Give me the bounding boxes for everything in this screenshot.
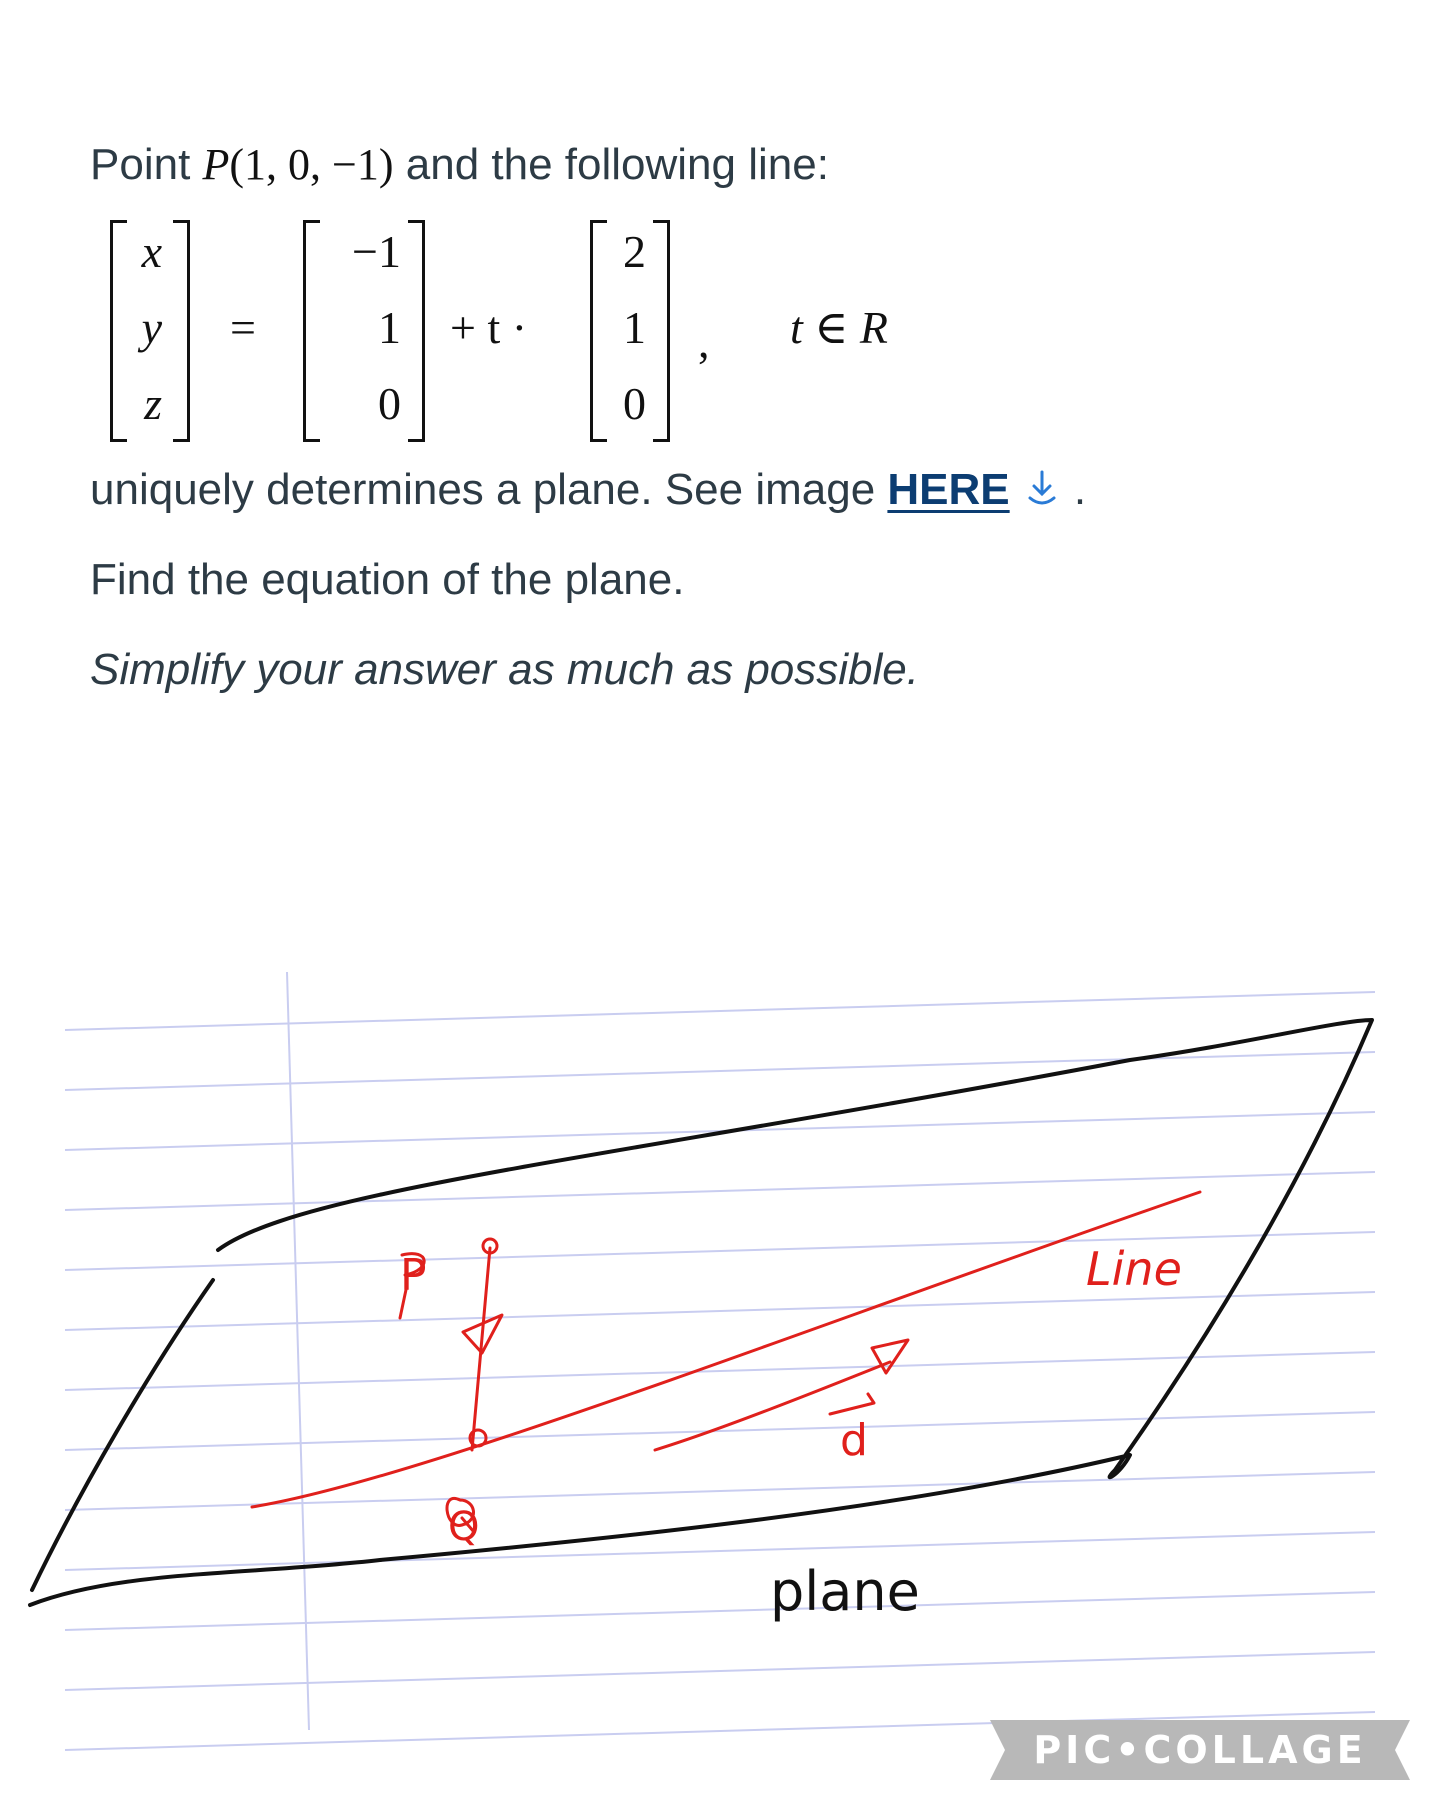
label-q: Q [448, 1504, 480, 1550]
bracket-right [653, 220, 670, 442]
lhs-y: y [141, 302, 162, 353]
position-vector [303, 220, 425, 440]
intro-suffix: and the following line: [393, 140, 829, 189]
position-x: −1 [352, 226, 401, 277]
intro-line [90, 130, 1370, 200]
determines-paragraph [90, 465, 1370, 515]
red-line [252, 1192, 1200, 1507]
lhs-vector [110, 220, 190, 440]
simplify-instruction: Simplify your answer as much as possible. [90, 645, 919, 694]
equals-sign: = [230, 302, 256, 353]
line-equation [90, 220, 1370, 465]
bracket-right [173, 220, 190, 442]
watermark-text: PIC•COLLAGE [1033, 1728, 1367, 1772]
plane-sketch [0, 950, 1439, 1799]
period: . [1061, 465, 1087, 514]
here-link[interactable]: HERE [887, 465, 1010, 514]
bracket-right [408, 220, 425, 442]
comma: , [698, 316, 710, 367]
direction-z: 0 [623, 378, 646, 429]
download-icon[interactable] [1022, 468, 1062, 508]
bracket-left [590, 220, 607, 442]
point-expression [203, 140, 394, 189]
problem-statement [90, 130, 1370, 695]
intro-prefix: Point [90, 140, 203, 189]
d-vector-bar [830, 1394, 874, 1414]
pq-segment [472, 1248, 490, 1450]
plus-t-dot: + t · [450, 302, 528, 353]
bracket-left [303, 220, 320, 442]
point-coords: (1, 0, −1) [229, 140, 394, 189]
direction-x: 2 [623, 226, 646, 277]
position-y: 1 [378, 302, 401, 353]
direction-y: 1 [623, 302, 646, 353]
label-p: P [400, 1250, 427, 1301]
label-d: d [840, 1415, 868, 1466]
label-plane: plane [770, 1560, 920, 1623]
determines-text: uniquely determines a plane. See image [90, 465, 888, 514]
point-name: P [202, 140, 230, 189]
direction-vector [590, 220, 670, 440]
find-instruction: Find the equation of the plane. [90, 555, 685, 604]
lhs-z: z [144, 378, 162, 429]
position-z: 0 [378, 378, 401, 429]
bracket-left [110, 220, 127, 442]
lhs-x: x [141, 226, 162, 277]
label-line: Line [1086, 1242, 1182, 1296]
parameter-domain: t ∈ R [790, 302, 888, 353]
